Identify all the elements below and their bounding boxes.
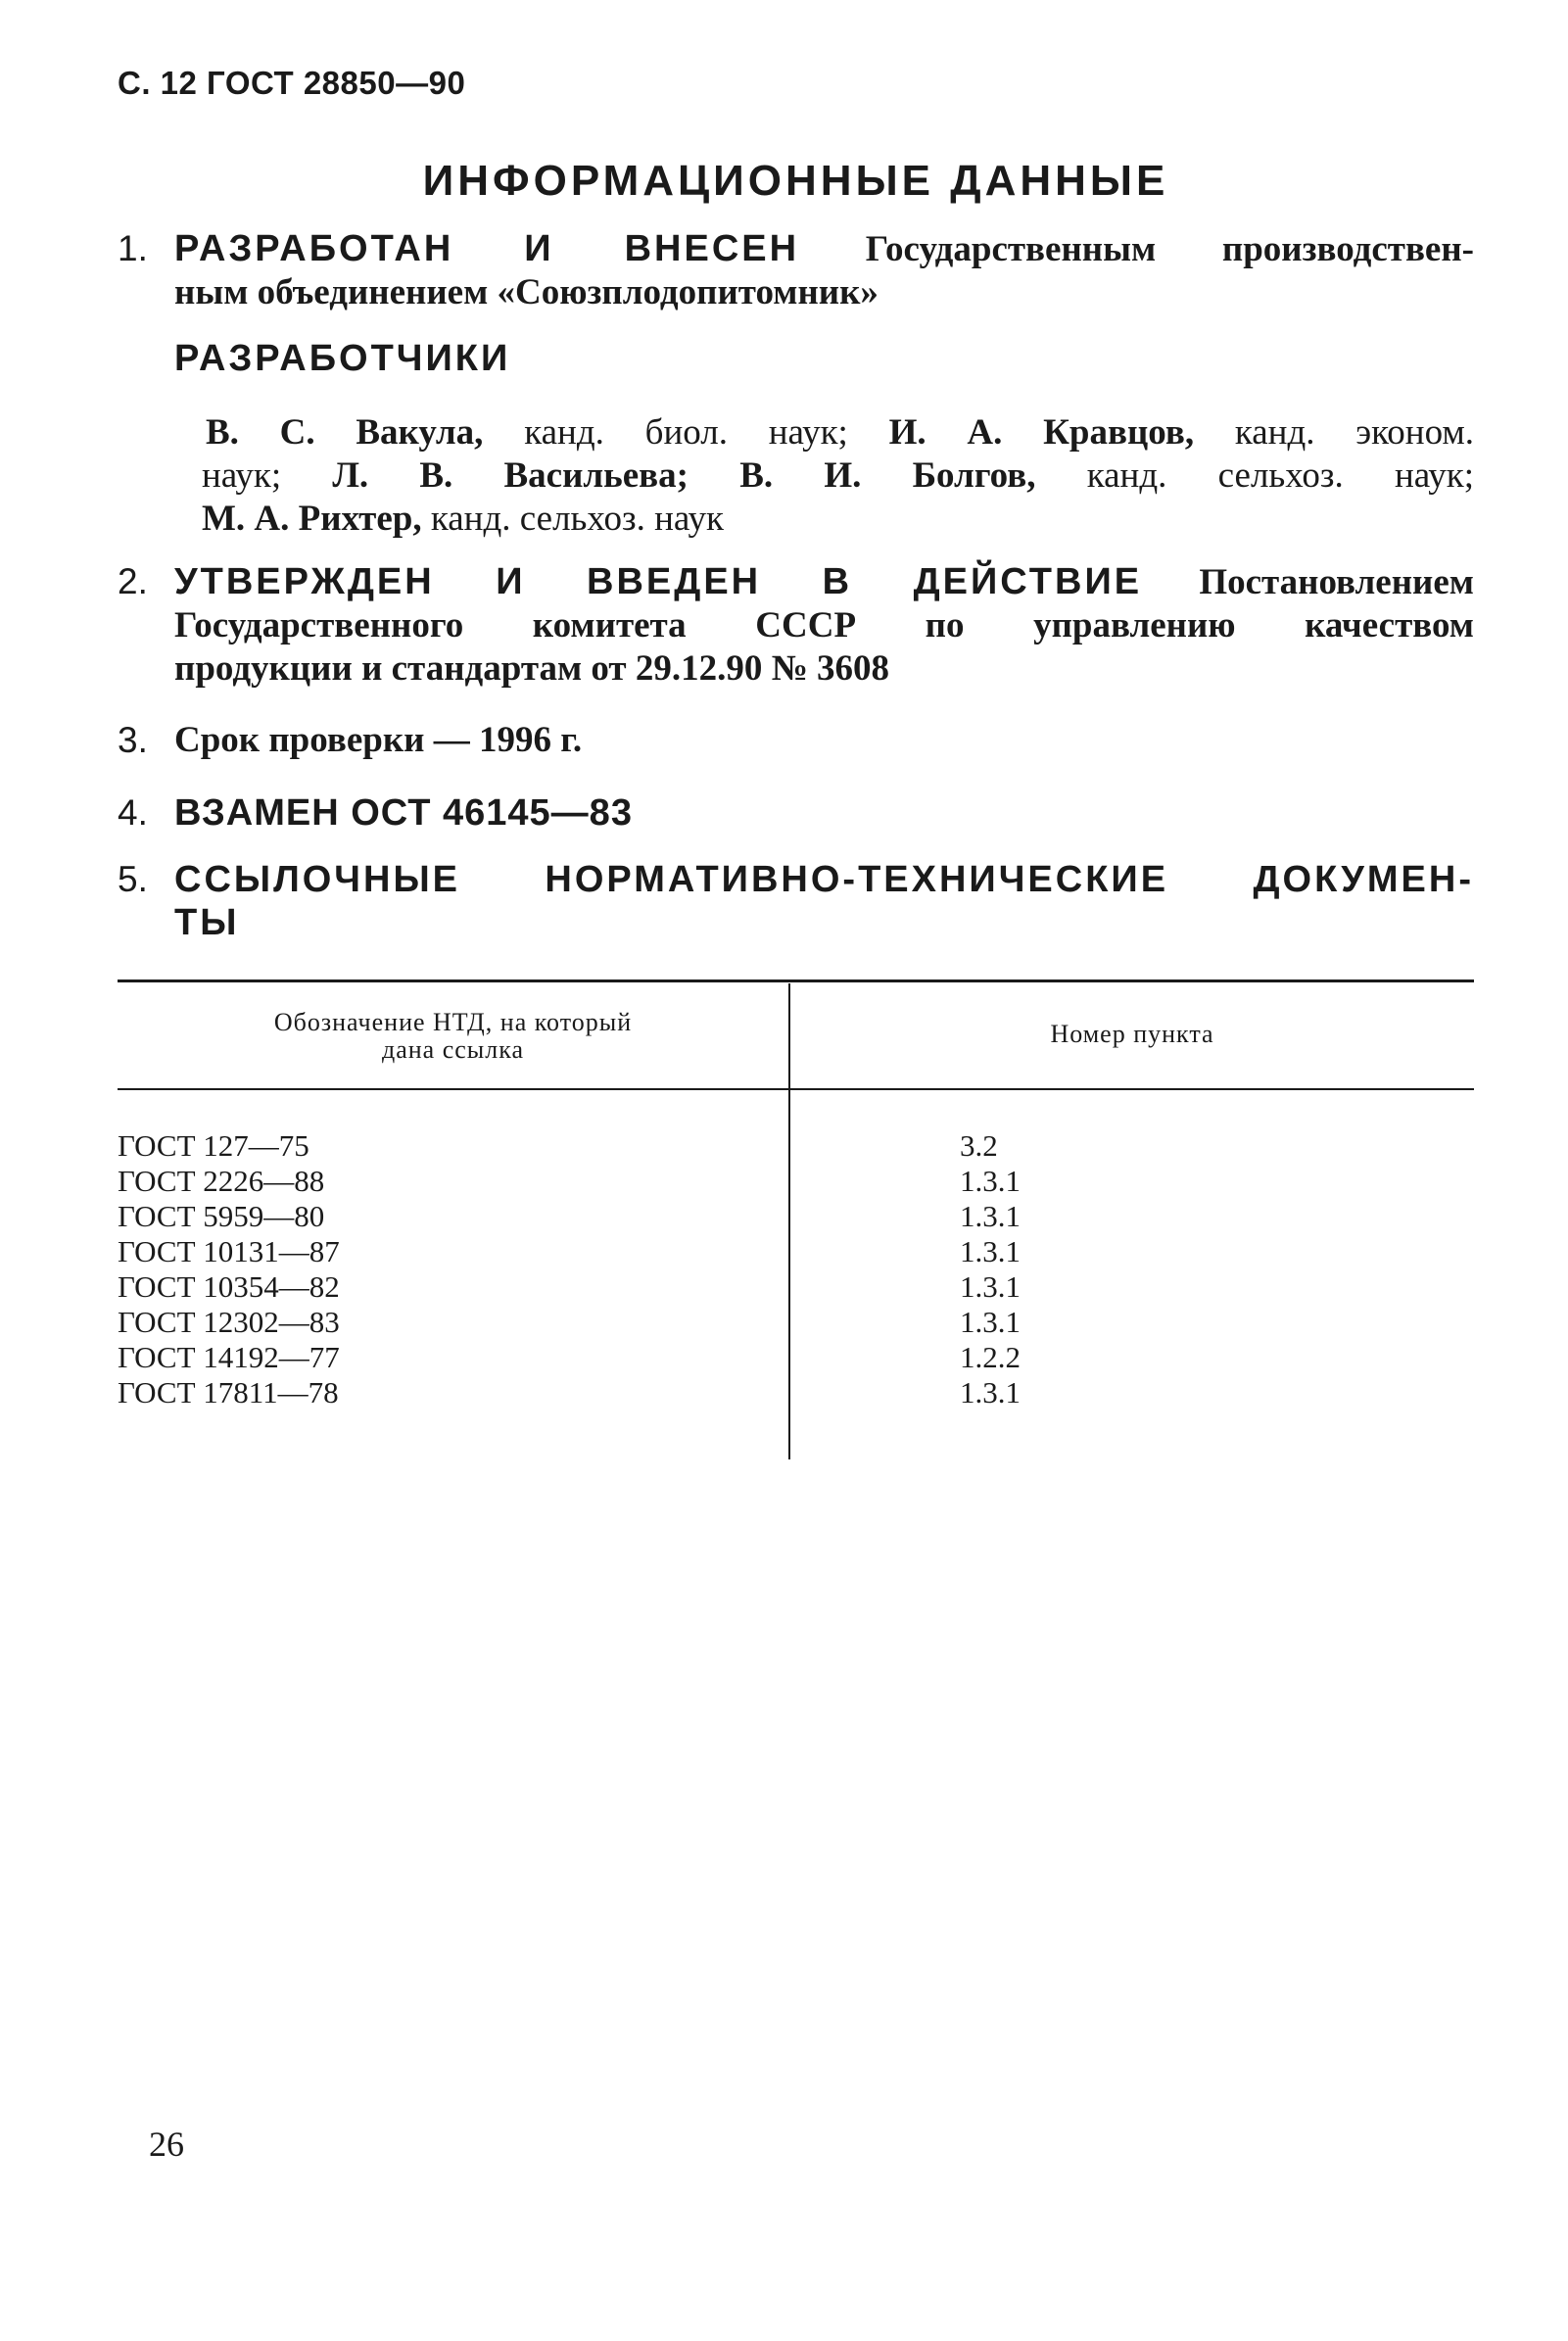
author-name: В. И. Болгов,	[739, 455, 1036, 496]
table-row	[118, 1199, 1474, 1234]
item-number: 1.	[118, 228, 148, 268]
table-body	[118, 1128, 1474, 1410]
cell-clause: 1.2.2	[960, 1340, 1021, 1374]
cell-clause: 1.3.1	[960, 1375, 1021, 1409]
cell-document: ГОСТ 17811—78	[118, 1375, 339, 1409]
author-name: М. А. Рихтер,	[202, 499, 422, 539]
cell-document: ГОСТ 5959—80	[118, 1199, 325, 1233]
item-number: 5.	[118, 859, 148, 899]
item-text: продукции и стандартам от 29.12.90 № 3608	[174, 648, 890, 689]
info-item-4	[118, 791, 1474, 835]
author-name: Л. В. Васильева;	[332, 455, 689, 496]
info-item-3	[118, 719, 1474, 762]
item-number: 3.	[118, 720, 148, 760]
author-name: В. С. Вакула,	[206, 412, 484, 453]
table-row	[118, 1269, 1474, 1305]
item-text: Государственного комитета СССР по управлению качеством	[174, 605, 1474, 645]
info-item-5	[118, 858, 1474, 944]
item-heading: ТЫ	[174, 902, 240, 943]
info-item-2	[118, 560, 1474, 691]
table-row	[118, 1234, 1474, 1269]
developers-heading: РАЗРАБОТЧИКИ	[174, 338, 511, 379]
cell-document: ГОСТ 10131—87	[118, 1234, 340, 1268]
author-degree: наук;	[202, 455, 282, 496]
cell-document: ГОСТ 2226—88	[118, 1164, 325, 1198]
page-number: 26	[149, 2125, 184, 2164]
author-degree: канд. сельхоз. наук;	[1086, 455, 1475, 496]
page-title: ИНФОРМАЦИОННЫЕ ДАННЫЕ	[422, 157, 1169, 205]
item-text: Постановлением	[1199, 562, 1474, 602]
table-row	[118, 1375, 1474, 1410]
developers-list	[202, 411, 1475, 541]
item-heading: ССЫЛОЧНЫЕ НОРМАТИВНО-ТЕХНИЧЕСКИЕ ДОКУМЕН-	[174, 859, 1474, 900]
table-row	[118, 1128, 1474, 1164]
item-number: 4.	[118, 792, 148, 833]
item-heading: УТВЕРЖДЕН И ВВЕДЕН В ДЕЙСТВИЕ	[174, 561, 1143, 602]
item-text: ным объединением «Союзплодопитомник»	[174, 272, 879, 312]
cell-clause: 1.3.1	[960, 1269, 1021, 1304]
item-text: Срок проверки — 1996 г.	[174, 720, 583, 760]
table-top-rule	[118, 979, 1474, 982]
author-degree: канд. биол. наук;	[524, 412, 848, 453]
column-header-document: Обозначение НТД, на который дана ссылка	[273, 1008, 633, 1064]
page-header: С. 12 ГОСТ 28850—90	[118, 65, 466, 101]
cell-document: ГОСТ 10354—82	[118, 1269, 340, 1304]
item-heading: ВЗАМЕН ОСТ 46145—83	[174, 792, 633, 834]
cell-clause: 1.3.1	[960, 1305, 1021, 1339]
item-number: 2.	[118, 561, 148, 601]
author-name: И. А. Кравцов,	[888, 412, 1195, 453]
cell-clause: 1.3.1	[960, 1199, 1021, 1233]
info-item-1	[118, 227, 1474, 314]
table-row	[118, 1305, 1474, 1340]
author-degree: канд. сельхоз. наук	[430, 499, 724, 539]
cell-clause: 1.3.1	[960, 1234, 1021, 1268]
cell-document: ГОСТ 127—75	[118, 1128, 309, 1163]
reference-table	[118, 979, 1474, 1459]
table-header-rule	[118, 1088, 1474, 1090]
cell-clause: 1.3.1	[960, 1164, 1021, 1198]
column-header-clause: Номер пункта	[1050, 1020, 1214, 1048]
item-text: Государственным производствен-	[865, 229, 1474, 269]
table-row	[118, 1340, 1474, 1375]
cell-document: ГОСТ 12302—83	[118, 1305, 340, 1339]
author-degree: канд. эконом.	[1234, 412, 1475, 453]
table-row	[118, 1164, 1474, 1199]
item-heading: РАЗРАБОТАН И ВНЕСЕН	[174, 228, 800, 269]
cell-document: ГОСТ 14192—77	[118, 1340, 340, 1374]
cell-clause: 3.2	[960, 1128, 998, 1163]
